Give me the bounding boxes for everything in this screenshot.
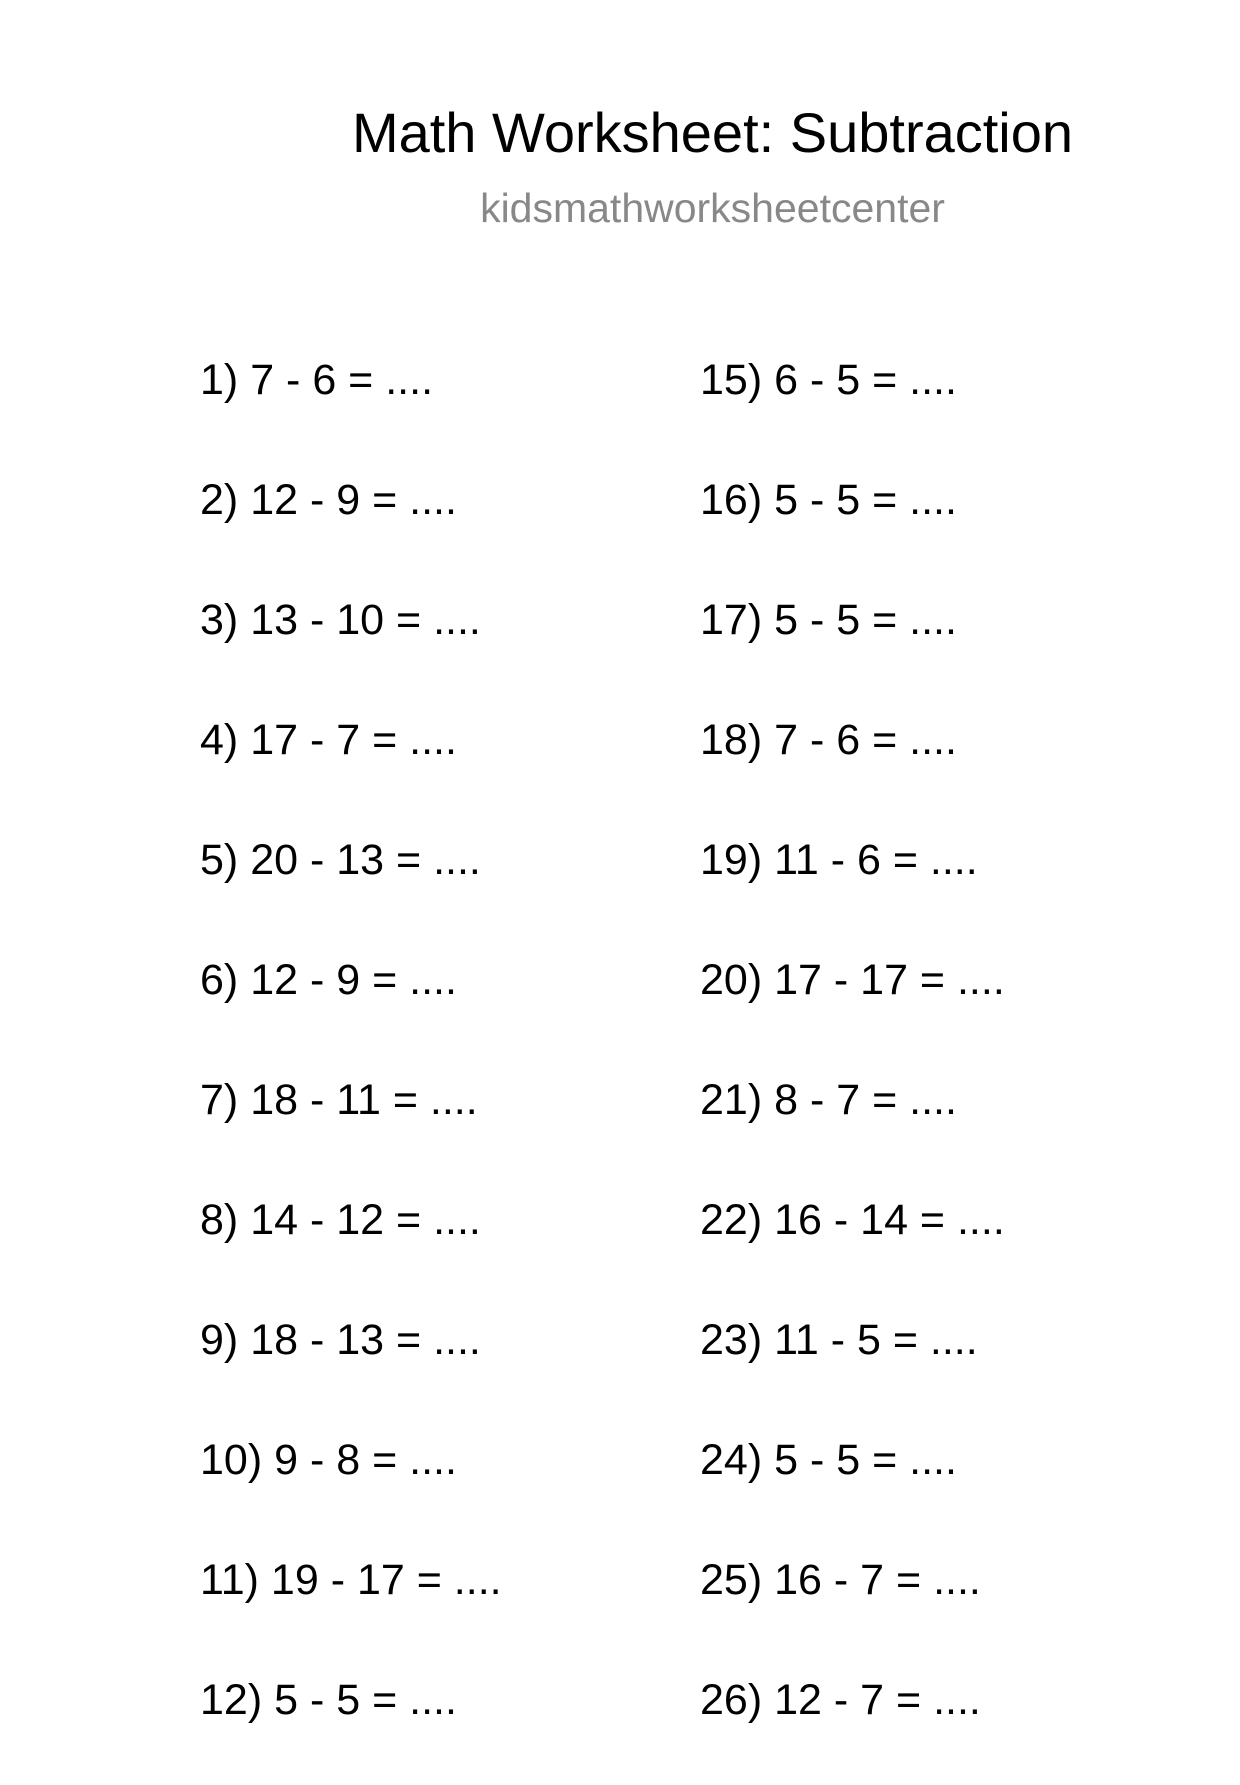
problem-number: 22) — [700, 1196, 763, 1244]
problem-item — [200, 1305, 502, 1425]
problem-number: 3) — [200, 596, 239, 644]
problem-item — [700, 1545, 1005, 1665]
problem-item — [200, 1665, 502, 1785]
problem-item — [700, 465, 1005, 585]
problem-item — [200, 825, 502, 945]
page-title: Math Worksheet: Subtraction — [351, 101, 1074, 164]
problem-number: 25) — [700, 1556, 763, 1604]
problem-expression: 5 - 5 = .... — [274, 1676, 457, 1724]
problem-item — [200, 1425, 502, 1545]
problem-item — [200, 945, 502, 1065]
problem-number: 15) — [700, 356, 763, 404]
problem-expression: 8 - 7 = .... — [774, 1076, 957, 1124]
problem-expression: 14 - 12 = .... — [250, 1196, 481, 1244]
problem-expression: 16 - 14 = .... — [774, 1196, 1005, 1244]
problem-item — [700, 1665, 1005, 1785]
problem-item — [700, 585, 1005, 705]
problem-expression: 7 - 6 = .... — [774, 716, 957, 764]
problem-item — [200, 1185, 502, 1305]
problem-number: 4) — [200, 716, 239, 764]
problem-item — [700, 1425, 1005, 1545]
problem-number: 8) — [200, 1196, 239, 1244]
problem-item — [700, 825, 1005, 945]
problem-number: 17) — [700, 596, 763, 644]
problem-number: 20) — [700, 956, 763, 1004]
problem-number: 7) — [200, 1076, 239, 1124]
problem-expression: 12 - 9 = .... — [250, 476, 457, 524]
problem-number: 10) — [200, 1436, 263, 1484]
problem-expression: 20 - 13 = .... — [250, 836, 481, 884]
problem-expression: 16 - 7 = .... — [774, 1556, 981, 1604]
problem-number: 19) — [700, 836, 763, 884]
problem-number: 23) — [700, 1316, 763, 1364]
problem-number: 21) — [700, 1076, 763, 1124]
problem-item — [700, 1185, 1005, 1305]
problem-item — [200, 1065, 502, 1185]
problem-column-left — [200, 345, 502, 1785]
problem-number: 1) — [200, 356, 239, 404]
problem-expression: 11 - 6 = .... — [774, 836, 978, 884]
problem-expression: 17 - 17 = .... — [774, 956, 1005, 1004]
problem-expression: 12 - 7 = .... — [774, 1676, 981, 1724]
problem-expression: 9 - 8 = .... — [274, 1436, 457, 1484]
problem-item — [700, 945, 1005, 1065]
problem-expression: 5 - 5 = .... — [774, 1436, 957, 1484]
problem-number: 16) — [700, 476, 763, 524]
problem-item — [700, 345, 1005, 465]
problem-expression: 7 - 6 = .... — [250, 356, 434, 404]
problem-number: 24) — [700, 1436, 763, 1484]
problem-number: 9) — [200, 1316, 239, 1364]
problem-number: 11) — [200, 1556, 259, 1604]
problem-item — [200, 1545, 502, 1665]
problem-expression: 12 - 9 = .... — [250, 956, 457, 1004]
problem-item — [200, 465, 502, 585]
problem-expression: 18 - 13 = .... — [250, 1316, 481, 1364]
page-subtitle: kidsmathworksheetcenter — [480, 185, 945, 231]
problem-number: 18) — [700, 716, 763, 764]
problem-item — [700, 1065, 1005, 1185]
problem-expression: 5 - 5 = .... — [774, 476, 957, 524]
problem-expression: 11 - 5 = .... — [774, 1316, 978, 1364]
problem-expression: 5 - 5 = .... — [774, 596, 957, 644]
problem-expression: 17 - 7 = .... — [250, 716, 457, 764]
problem-expression: 6 - 5 = .... — [774, 356, 957, 404]
problem-number: 5) — [200, 836, 239, 884]
problem-number: 2) — [200, 476, 239, 524]
problem-item — [700, 1305, 1005, 1425]
problem-expression: 18 - 11 = .... — [250, 1076, 478, 1124]
problem-number: 6) — [200, 956, 239, 1004]
problem-number: 26) — [700, 1676, 763, 1724]
problem-item — [200, 585, 502, 705]
problem-number: 12) — [200, 1676, 263, 1724]
problem-column-right — [700, 345, 1005, 1785]
problem-expression: 19 - 17 = .... — [270, 1556, 502, 1604]
problem-item — [200, 345, 502, 465]
problem-expression: 13 - 10 = .... — [250, 596, 481, 644]
problem-item — [200, 705, 502, 825]
problem-item — [700, 705, 1005, 825]
